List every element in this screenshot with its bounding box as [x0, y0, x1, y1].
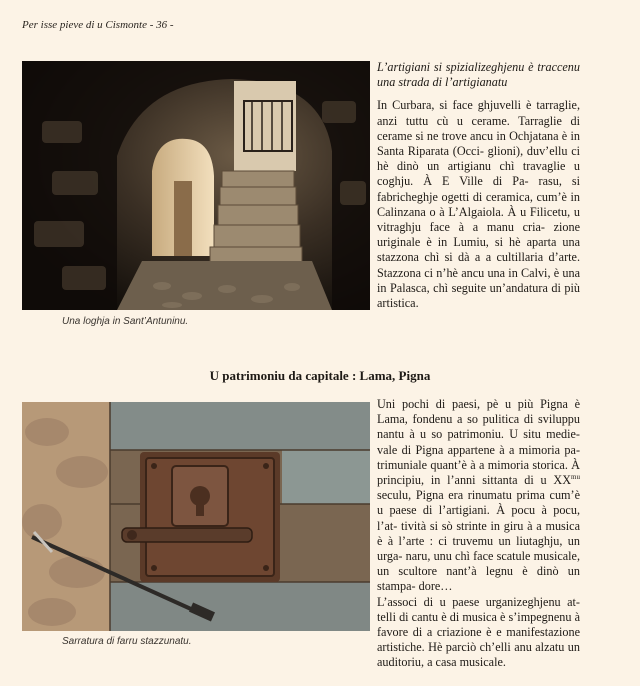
section2-body: [377, 397, 580, 595]
archway-caption: Una loghja in Sant’Antuninu.: [62, 316, 189, 327]
section2-body-para2: L’associ di u paese urganizeghjenu at- telli di cantu è di musica è s’impegnenu à favore di a criazione è e manifestazione artistiche. Hè parciò ch’elli anu alzatu un auditoriu, a casa musicale.: [377, 594, 580, 670]
running-head: Per isse pieve di u Cismonte - 36 -: [22, 19, 174, 31]
century-superscript: mu: [571, 472, 580, 481]
section2-body-part1: Uni pochi di paesi, pè u più Pigna è Lama, fondenu a so pulitica di sviluppu nantu à u so patrimoniu. U situ medie- vale di Pigna appartene à a mimoria pa- trimuniale quant’è à a mimoria storica. À principiu, in l’anni sittanta di u XX: [377, 397, 580, 488]
archway-photo: [22, 61, 370, 310]
section1-body: In Curbara, si face ghjuvelli è tarraglie, anzi tuttu cù u cerame. Tarraglie di cerame si ne trove ancu in Ochjatana è in Santa Riparata (Occi- glioni), duv’ellu ci hè dinò un artigianu chì travaglie u coghju. À E Ville di Pa- rasu, si fabricheghje ogetti di ceramica, cum’è in Calinzana o à L’Algaiola. À u Filicetu, u vitraghju face à a manu cria- zione uriginale è in Lumiu, si hè aparta una stazzona chì si dà a a cultillaria d’arte. Stazzona ci n’hè ancu una in Calvi, è una in Palasca, chì seguite un’andatura di più artistica.: [377, 98, 580, 311]
section1-text: [377, 60, 580, 311]
section2-body-part2: seculu, Pigna era rinumatu prima cum’è u paese di l’artigiani. À pocu à pocu, l’at- tività si sò strinte in giru à a musica è à l’arte : ci truvemu un liutaghju, un urga- naru, unu chì face scatule musicale, un scultore nant’à legnu è dinò un stampa- dore…: [377, 488, 580, 594]
lock-caption: Sarratura di farru stazzunatu.: [62, 636, 192, 647]
section2-text: [377, 397, 580, 671]
section1-lead: L’artigiani si spizializeghjenu è traccenu una strada di l’artigianatu: [377, 60, 580, 90]
lock-photo: [22, 402, 370, 631]
section2-title: U patrimoniu da capitale : Lama, Pigna: [209, 368, 431, 383]
